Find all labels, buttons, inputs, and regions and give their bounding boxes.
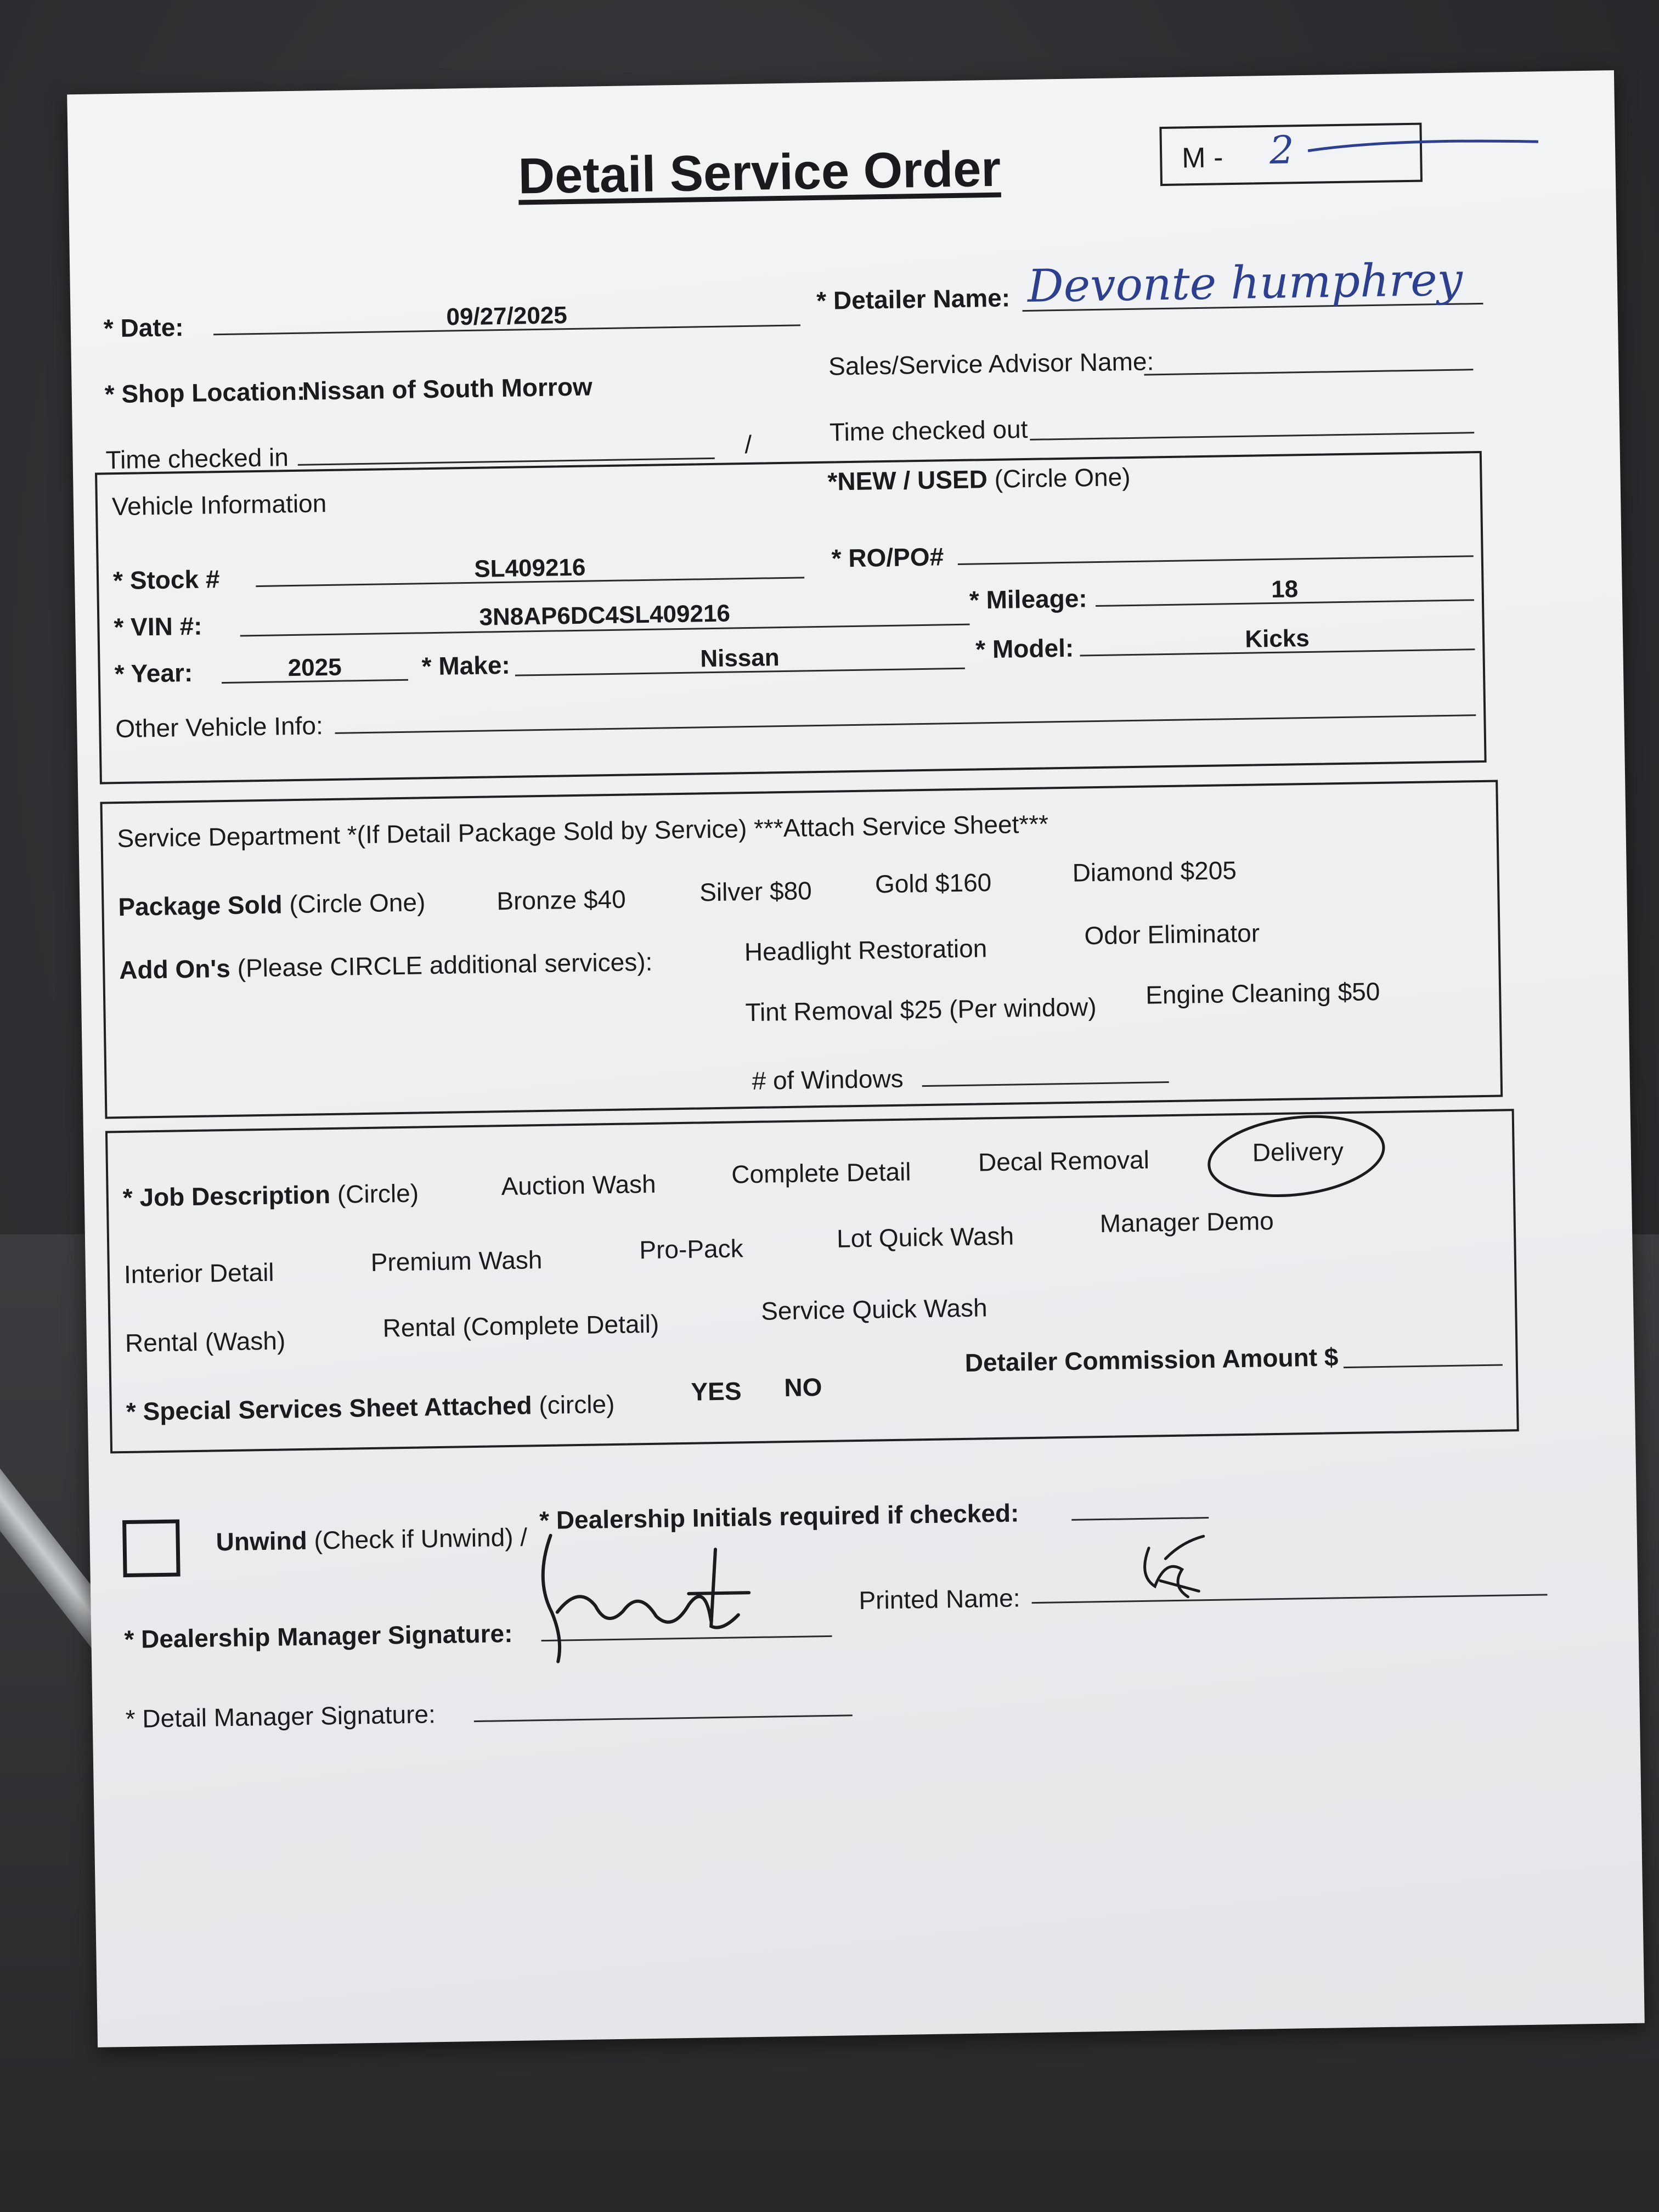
- package-sold-label: Package Sold: [118, 890, 283, 922]
- package-diamond[interactable]: Diamond $205: [1072, 856, 1237, 887]
- manager-signature-scribble: [528, 1499, 794, 1668]
- special-services-instruction: (circle): [538, 1389, 615, 1420]
- package-sold-field: [118, 887, 426, 922]
- advisor-name-line[interactable]: [1144, 369, 1473, 375]
- date-label: * Date:: [103, 313, 184, 343]
- job-delivery[interactable]: Delivery: [1252, 1137, 1344, 1167]
- ro-po-label: * RO/PO#: [831, 542, 944, 573]
- job-interior-detail[interactable]: Interior Detail: [123, 1257, 274, 1289]
- addon-headlight-restoration[interactable]: Headlight Restoration: [744, 934, 988, 967]
- job-rental-complete-detail[interactable]: Rental (Complete Detail): [382, 1309, 659, 1342]
- job-premium-wash[interactable]: Premium Wash: [370, 1245, 543, 1277]
- dealership-initials-line[interactable]: [1071, 1517, 1209, 1521]
- model-label: * Model:: [975, 633, 1074, 664]
- detail-manager-signature-label: * Detail Manager Signature:: [125, 1700, 436, 1734]
- job-complete-detail[interactable]: Complete Detail: [731, 1157, 911, 1189]
- year-value: 2025: [287, 653, 342, 682]
- date-value: 09/27/2025: [446, 302, 568, 331]
- commission-amount-label: Detailer Commission Amount $: [964, 1342, 1339, 1377]
- dealership-manager-signature-label: * Dealership Manager Signature:: [124, 1618, 513, 1654]
- windows-count-label: # of Windows: [752, 1064, 904, 1095]
- package-sold-instruction: (Circle One): [289, 888, 426, 919]
- addon-engine-cleaning[interactable]: Engine Cleaning $50: [1145, 977, 1380, 1009]
- printed-name-initials-scribble: [1132, 1536, 1221, 1609]
- detail-manager-signature-line[interactable]: [474, 1714, 853, 1722]
- addon-tint-removal[interactable]: Tint Removal $25 (Per window): [745, 992, 1097, 1027]
- job-decal-removal[interactable]: Decal Removal: [978, 1145, 1150, 1177]
- advisor-name-label: Sales/Service Advisor Name:: [828, 347, 1154, 381]
- add-ons-instruction: (Please CIRCLE additional services):: [237, 947, 653, 983]
- form-title: Detail Service Order: [517, 140, 1001, 205]
- add-ons-label: Add On's: [119, 953, 231, 985]
- special-services-label: * Special Services Sheet Attached: [126, 1391, 533, 1426]
- service-department-header: Service Department *(If Detail Package Sold by Service) ***Attach Service Sheet***: [117, 809, 1049, 853]
- printed-name-label: Printed Name:: [859, 1583, 1020, 1615]
- special-services-yes[interactable]: YES: [691, 1376, 742, 1406]
- job-description-instruction: (Circle): [337, 1178, 419, 1209]
- package-gold[interactable]: Gold $160: [874, 868, 992, 899]
- unwind-checkbox[interactable]: [122, 1519, 180, 1577]
- unwind-field: [216, 1522, 527, 1557]
- stock-label: * Stock #: [112, 565, 220, 595]
- addon-odor-eliminator[interactable]: Odor Eliminator: [1084, 918, 1260, 950]
- time-out-label: Time checked out: [829, 414, 1028, 447]
- detailer-name-label: * Detailer Name:: [816, 283, 1011, 315]
- make-value: Nissan: [699, 644, 780, 673]
- special-services-no[interactable]: NO: [783, 1373, 822, 1402]
- job-service-quick-wash[interactable]: Service Quick Wash: [760, 1293, 988, 1325]
- package-bronze[interactable]: Bronze $40: [496, 884, 627, 916]
- new-used-instruction: (Circle One): [994, 462, 1131, 493]
- year-label: * Year:: [114, 658, 193, 689]
- dealership-initials-label: * Dealership Initials required if checked:: [539, 1498, 1019, 1535]
- make-label: * Make:: [421, 650, 511, 681]
- job-auction-wash[interactable]: Auction Wash: [501, 1169, 657, 1201]
- time-in-label: Time checked in: [105, 443, 289, 475]
- job-lot-quick-wash[interactable]: Lot Quick Wash: [836, 1221, 1014, 1253]
- time-out-line[interactable]: [1030, 432, 1474, 441]
- stock-value: SL409216: [473, 554, 586, 583]
- printed-name-line[interactable]: [1032, 1594, 1548, 1604]
- job-description-field: [122, 1178, 419, 1212]
- delivery-circle-mark: [1203, 1108, 1391, 1204]
- order-number-handwritten: 2: [1269, 127, 1295, 173]
- vehicle-info-label: Vehicle Information: [111, 489, 327, 521]
- other-vehicle-info-label: Other Vehicle Info:: [115, 711, 324, 743]
- shop-location-value: Nissan of South Morrow: [302, 372, 593, 405]
- job-manager-demo[interactable]: Manager Demo: [1099, 1206, 1274, 1238]
- mileage-label: * Mileage:: [969, 584, 1088, 614]
- detailer-name-handwritten: Devonte humphrey: [1027, 253, 1463, 313]
- unwind-label: Unwind: [216, 1526, 308, 1556]
- order-number-stroke: [1308, 136, 1539, 162]
- vin-value: 3N8AP6DC4SL409216: [479, 600, 731, 631]
- package-silver[interactable]: Silver $80: [699, 876, 812, 907]
- new-used-field[interactable]: [827, 462, 1131, 496]
- mileage-value: 18: [1271, 575, 1299, 603]
- model-value: Kicks: [1244, 624, 1310, 653]
- time-separator: /: [744, 430, 752, 459]
- service-order-paper: [67, 70, 1645, 2047]
- order-prefix: M -: [1181, 142, 1223, 174]
- job-rental-wash[interactable]: Rental (Wash): [125, 1326, 286, 1357]
- new-used-label: *NEW / USED: [827, 465, 988, 496]
- vin-label: * VIN #:: [114, 611, 202, 642]
- shop-location-label: * Shop Location:: [104, 376, 306, 409]
- unwind-instruction: (Check if Unwind) /: [314, 1522, 528, 1555]
- job-description-label: * Job Description: [122, 1180, 331, 1212]
- job-pro-pack[interactable]: Pro-Pack: [639, 1234, 743, 1265]
